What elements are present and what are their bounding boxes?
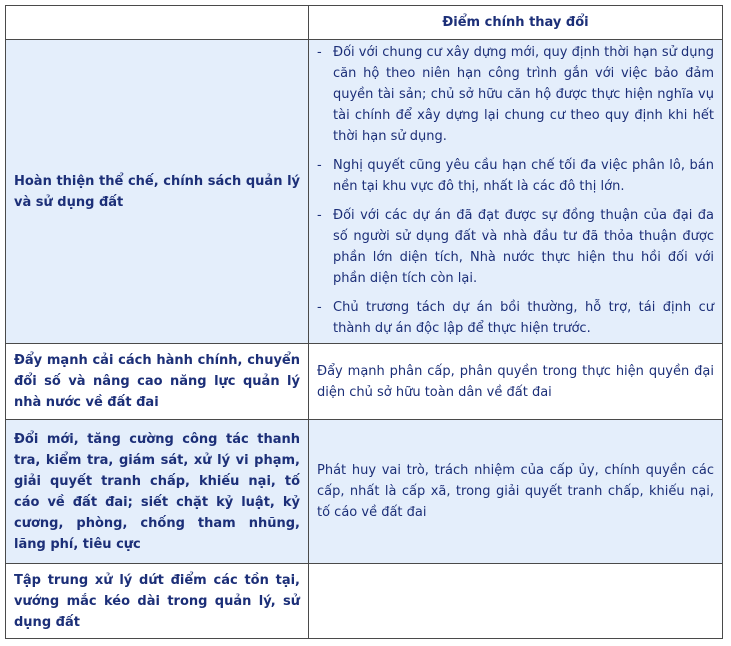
table-row (6, 564, 723, 639)
row-changes (309, 40, 723, 344)
header-topic-cell (6, 6, 309, 40)
row-topic: Đổi mới, tăng cường công tác thanh tra, kiểm tra, giám sát, xử lý vi phạm, giải quyết tranh chấp, khiếu nại, tố cáo về đất đai; siết chặt kỷ luật, kỷ cương, phòng, chống tham nhũng, lãng phí, tiêu cực (6, 420, 309, 564)
row-changes: Đẩy mạnh phân cấp, phân quyền trong thực hiện quyền đại diện chủ sở hữu toàn dân về đất đai (309, 344, 723, 420)
row-changes (309, 564, 723, 639)
list-item: - Đối với chung cư xây dựng mới, quy định thời hạn sử dụng căn hộ theo niên hạn công trình gắn với việc bảo đảm quyền tài sản; chủ sở hữu căn hộ được thực hiện nghĩa vụ tài chính để xây dựng lại chung cư theo quy định khi hết thời hạn sử dụng. (317, 42, 714, 147)
table-row (6, 420, 723, 564)
table-row (6, 40, 723, 344)
row-changes: Phát huy vai trò, trách nhiệm của cấp ủy, chính quyền các cấp, nhất là cấp xã, trong giải quyết tranh chấp, khiếu nại, tố cáo về đất đai (309, 420, 723, 564)
land-policy-table (5, 5, 723, 639)
row-topic: Tập trung xử lý dứt điểm các tồn tại, vướng mắc kéo dài trong quản lý, sử dụng đất (6, 564, 309, 639)
changes-list (317, 40, 714, 343)
row-topic: Hoàn thiện thể chế, chính sách quản lý và sử dụng đất (6, 40, 309, 344)
list-item: - Nghị quyết cũng yêu cầu hạn chế tối đa việc phân lô, bán nền tại khu vực đô thị, nhất là các đô thị lớn. (317, 155, 714, 197)
list-item: - Đối với các dự án đã đạt được sự đồng thuận của đại đa số người sử dụng đất và nhà đầu tư đã thỏa thuận được phần lớn diện tích, Nhà nước thực hiện thu hồi đối với phần diện tích còn lại. (317, 205, 714, 289)
header-changes-cell: Điểm chính thay đổi (309, 6, 723, 40)
table-row (6, 344, 723, 420)
list-item: - Chủ trương tách dự án bồi thường, hỗ trợ, tái định cư thành dự án độc lập để thực hiện trước. (317, 297, 714, 339)
table-header-row (6, 6, 723, 40)
row-topic: Đẩy mạnh cải cách hành chính, chuyển đổi số và nâng cao năng lực quản lý nhà nước về đất đai (6, 344, 309, 420)
